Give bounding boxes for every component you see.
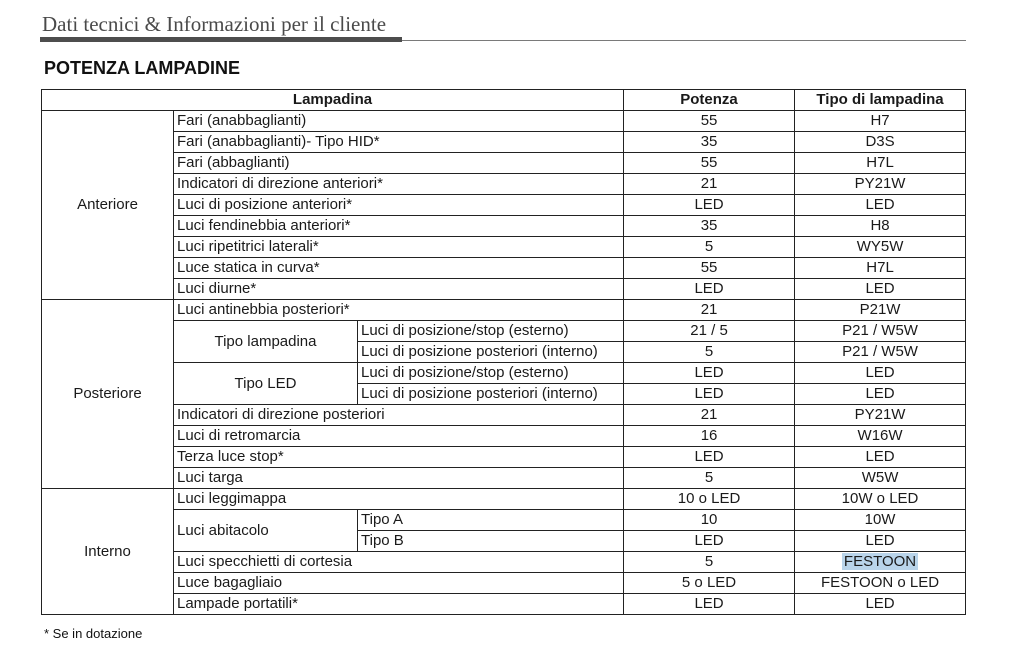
bulb-name: Luci ripetitrici laterali* (174, 237, 624, 258)
header-rule-thick (40, 37, 402, 42)
bulb-power: LED (624, 447, 795, 468)
bulb-name: Fari (anabbaglianti) (174, 111, 624, 132)
section-title: POTENZA LAMPADINE (44, 58, 240, 78)
table-row (42, 111, 966, 132)
bulb-power: 5 (624, 342, 795, 363)
bulb-type: H7L (795, 258, 966, 279)
bulb-power: 21 (624, 300, 795, 321)
bulb-power: 55 (624, 153, 795, 174)
table-row (42, 489, 966, 510)
subgroup-luci-abitacolo: Luci abitacolo (174, 510, 358, 552)
table-row (42, 321, 966, 342)
bulb-name: Luci di retromarcia (174, 426, 624, 447)
subgroup-tipo-led: Tipo LED (174, 363, 358, 405)
bulb-power: 16 (624, 426, 795, 447)
bulb-type: H7 (795, 111, 966, 132)
bulb-type: LED (795, 195, 966, 216)
bulb-name: Tipo A (358, 510, 624, 531)
bulb-power: 55 (624, 258, 795, 279)
bulb-name: Fari (anabbaglianti)- Tipo HID* (174, 132, 624, 153)
table-row (42, 552, 966, 573)
bulb-power: 21 (624, 174, 795, 195)
bulb-power-table (41, 89, 966, 615)
bulb-type: 10W o LED (795, 489, 966, 510)
footnote: * Se in dotazione (44, 626, 143, 641)
bulb-power: 5 o LED (624, 573, 795, 594)
bulb-type: WY5W (795, 237, 966, 258)
bulb-power: 55 (624, 111, 795, 132)
bulb-type: P21 / W5W (795, 321, 966, 342)
bulb-name: Luci di posizione posteriori (interno) (358, 384, 624, 405)
bulb-type: PY21W (795, 174, 966, 195)
table-row (42, 279, 966, 300)
table-row (42, 300, 966, 321)
bulb-name: Indicatori di direzione anteriori* (174, 174, 624, 195)
table-row (42, 195, 966, 216)
bulb-name: Luci di posizione/stop (esterno) (358, 321, 624, 342)
bulb-name: Luci specchietti di cortesia (174, 552, 624, 573)
header-potenza: Potenza (624, 90, 795, 111)
header-lampadina: Lampadina (42, 90, 624, 111)
bulb-power: LED (624, 363, 795, 384)
table-row (42, 363, 966, 384)
table-row (42, 510, 966, 531)
bulb-name: Terza luce stop* (174, 447, 624, 468)
bulb-power: LED (624, 279, 795, 300)
bulb-power: 5 (624, 237, 795, 258)
bulb-type: P21W (795, 300, 966, 321)
bulb-power: 21 / 5 (624, 321, 795, 342)
bulb-name: Luci di posizione anteriori* (174, 195, 624, 216)
subgroup-tipo-lampadina: Tipo lampadina (174, 321, 358, 363)
bulb-type: D3S (795, 132, 966, 153)
group-interno: Interno (42, 489, 174, 615)
bulb-power: 5 (624, 468, 795, 489)
bulb-power: LED (624, 594, 795, 615)
bulb-name: Luci antinebbia posteriori* (174, 300, 624, 321)
page-header (40, 10, 966, 42)
bulb-type: P21 / W5W (795, 342, 966, 363)
bulb-type: LED (795, 531, 966, 552)
bulb-name: Luce bagagliaio (174, 573, 624, 594)
bulb-type: LED (795, 447, 966, 468)
bulb-type: LED (795, 384, 966, 405)
bulb-type: FESTOON o LED (795, 573, 966, 594)
selected-text-highlight[interactable]: FESTOON (843, 553, 917, 570)
table-row (42, 468, 966, 489)
bulb-name: Tipo B (358, 531, 624, 552)
bulb-name: Luci diurne* (174, 279, 624, 300)
bulb-power: 35 (624, 132, 795, 153)
table-header-row (42, 90, 966, 111)
header-tipo: Tipo di lampadina (795, 90, 966, 111)
table-row (42, 174, 966, 195)
table-row (42, 132, 966, 153)
bulb-type: LED (795, 594, 966, 615)
bulb-power: 10 o LED (624, 489, 795, 510)
table-row (42, 153, 966, 174)
table-row (42, 594, 966, 615)
bulb-name: Luci di posizione posteriori (interno) (358, 342, 624, 363)
bulb-name: Luci fendinebbia anteriori* (174, 216, 624, 237)
bulb-name: Lampade portatili* (174, 594, 624, 615)
bulb-name: Luce statica in curva* (174, 258, 624, 279)
bulb-power: 35 (624, 216, 795, 237)
table-row (42, 447, 966, 468)
bulb-name: Luci di posizione/stop (esterno) (358, 363, 624, 384)
bulb-power: 21 (624, 405, 795, 426)
group-anteriore: Anteriore (42, 111, 174, 300)
bulb-type: 10W (795, 510, 966, 531)
bulb-power: LED (624, 195, 795, 216)
bulb-type: LED (795, 363, 966, 384)
bulb-name: Luci leggimappa (174, 489, 624, 510)
bulb-power: LED (624, 384, 795, 405)
bulb-type[interactable] (795, 552, 966, 573)
header-rule-thin (402, 40, 966, 41)
bulb-type: W5W (795, 468, 966, 489)
table-row (42, 216, 966, 237)
bulb-type: H8 (795, 216, 966, 237)
bulb-type: H7L (795, 153, 966, 174)
table-row (42, 258, 966, 279)
bulb-type: W16W (795, 426, 966, 447)
table-row (42, 237, 966, 258)
bulb-power: 5 (624, 552, 795, 573)
bulb-power: 10 (624, 510, 795, 531)
header-title: Dati tecnici & Informazioni per il cliente (42, 12, 387, 36)
bulb-name: Luci targa (174, 468, 624, 489)
table-row (42, 573, 966, 594)
table-row (42, 405, 966, 426)
bulb-type: PY21W (795, 405, 966, 426)
group-posteriore: Posteriore (42, 300, 174, 489)
bulb-name: Indicatori di direzione posteriori (174, 405, 624, 426)
bulb-type: LED (795, 279, 966, 300)
bulb-name: Fari (abbaglianti) (174, 153, 624, 174)
bulb-power: LED (624, 531, 795, 552)
table-row (42, 426, 966, 447)
